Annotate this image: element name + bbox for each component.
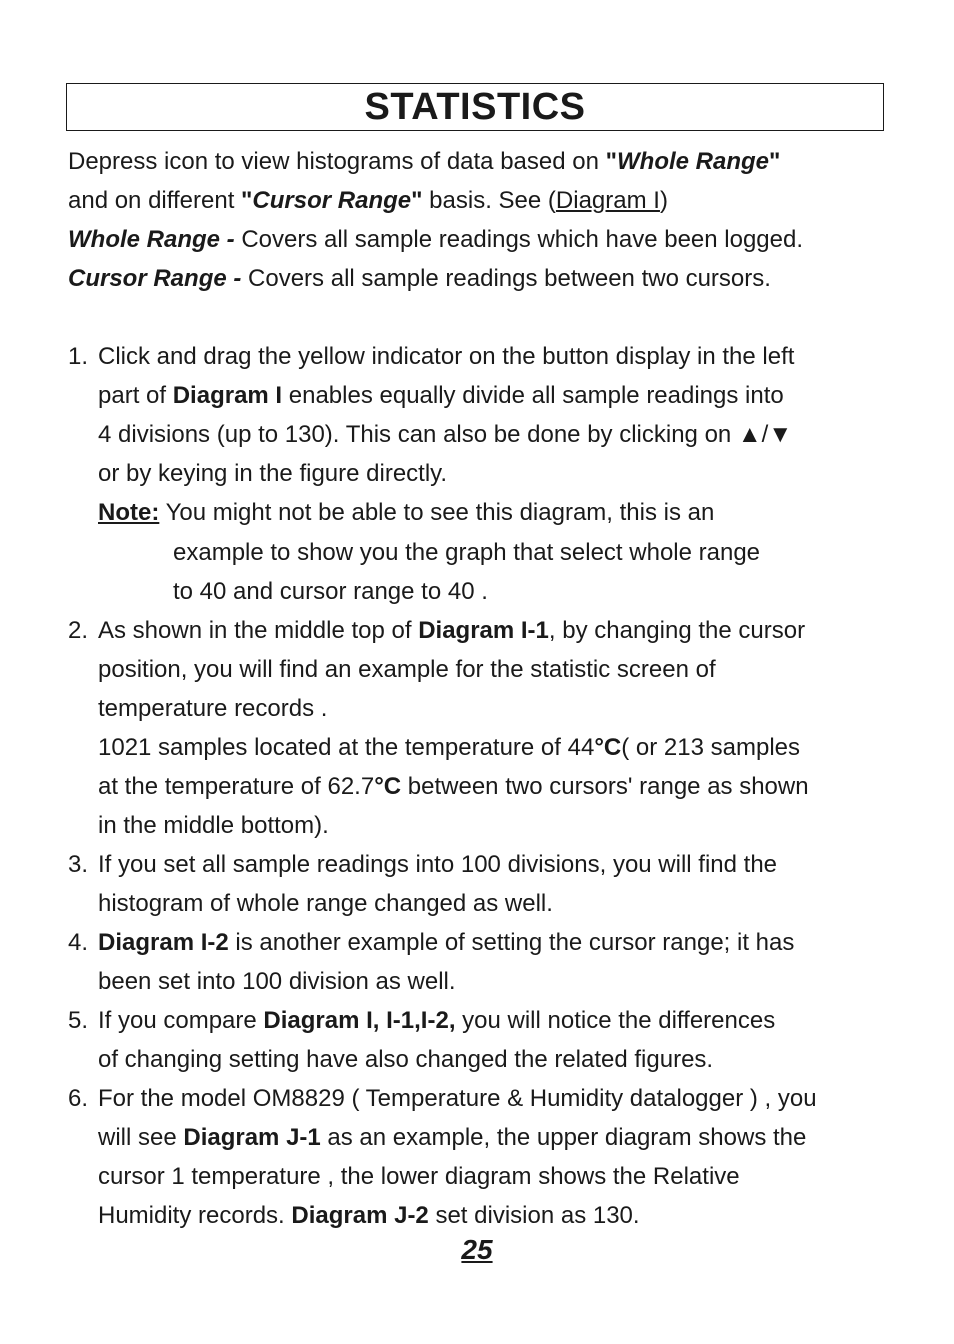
list-item-3-line-1: 3. If you set all sample readings into 100 divisions, you will find the [68, 851, 778, 878]
intro-line-1: Depress icon to view histograms of data based on "Whole Range" [68, 148, 781, 175]
cursor-range-definition: Cursor Range - Covers all sample readings between two cursors. [68, 265, 771, 292]
title-box [66, 83, 884, 131]
term-whole-range: Whole Range [617, 148, 770, 175]
page-number: 25 [461, 1234, 493, 1265]
note-line-2: example to show you the graph that select whole range [173, 539, 761, 566]
page-title: STATISTICS [364, 85, 586, 128]
list-item-2-line-5: at the temperature of 62.7°C between two cursors' range as shown [98, 773, 809, 800]
diagram-i-link[interactable]: Diagram I [555, 187, 660, 214]
list-item-5-line-2: of changing setting have also changed the related figures. [98, 1046, 714, 1073]
list-item-6-line-4: Humidity records. Diagram J-2 set division as 130. [98, 1202, 640, 1229]
list-item-3-line-2: histogram of whole range changed as well. [98, 890, 553, 917]
list-item-4-line-2: been set into 100 division as well. [98, 968, 456, 995]
list-item-6-line-1: 6. For the model OM8829 ( Temperature & Humidity datalogger ) , you [68, 1085, 817, 1112]
list-item-2-line-4: 1021 samples located at the temperature of 44°C( or 213 samples [98, 734, 800, 761]
list-item-1-line-4: or by keying in the figure directly. [98, 460, 448, 487]
note-label: Note: [98, 499, 160, 526]
whole-range-definition: Whole Range - Covers all sample readings which have been logged. [68, 226, 804, 253]
list-item-5-line-1: 5. If you compare Diagram I, I-1,I-2, you will notice the differences [68, 1007, 776, 1034]
term-cursor-range: Cursor Range [252, 187, 412, 214]
intro-line-2: and on different "Cursor Range" basis. See (Diagram I) [68, 187, 668, 214]
list-item-1-line-3: 4 divisions (up to 130). This can also be done by clicking on ▲/▼ [98, 421, 793, 448]
list-item-2-line-1: 2. As shown in the middle top of Diagram I-1, by changing the cursor [68, 617, 806, 644]
note-line-1: Note: You might not be able to see this diagram, this is an [98, 499, 715, 526]
list-item-6-line-2: will see Diagram J-1 as an example, the upper diagram shows the [98, 1124, 807, 1151]
list-item-4-line-1: 4. Diagram I-2 is another example of setting the cursor range; it has [68, 929, 795, 956]
list-item-2-line-2: position, you will find an example for the statistic screen of [98, 656, 716, 683]
list-item-6-line-3: cursor 1 temperature , the lower diagram shows the Relative [98, 1163, 740, 1190]
list-item-2-line-6: in the middle bottom). [98, 812, 329, 839]
list-item-2-line-3: temperature records . [98, 695, 328, 722]
note-line-3: to 40 and cursor range to 40 . [173, 578, 488, 605]
list-item-1-line-1: 1. Click and drag the yellow indicator on the button display in the left [68, 343, 795, 370]
list-item-1-line-2: part of Diagram I enables equally divide all sample readings into [98, 382, 784, 409]
